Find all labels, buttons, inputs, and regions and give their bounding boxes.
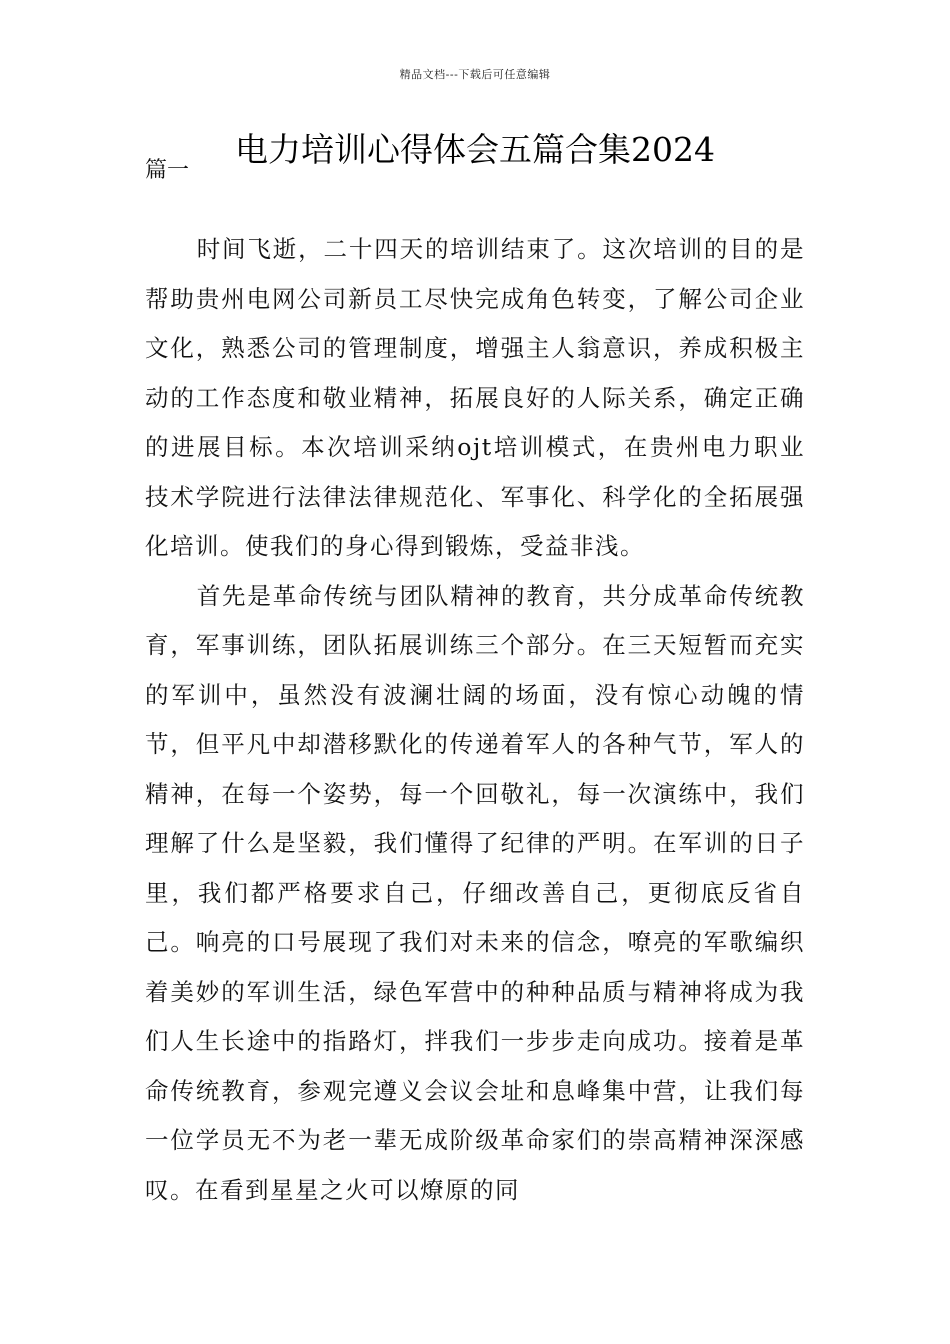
section-label: 篇一 xyxy=(145,158,190,183)
paragraph-2: 首先是革命传统与团队精神的教育，共分成革命传统教育，军事训练，团队拓展训练三个部分。在三天短暂而充实的军训中，虽然没有波澜壮阔的场面，没有惊心动魄的情节，但平凡中却潜移默化的传递着军人的各种气节，军人的精神，在每一个姿势，每一个回敬礼，每一次演练中，我们理解了什么是坚毅，我们懂得了纪律的严明。在军训的日子里，我们都严格要求自己，仔细改善自己，更彻底反省自己。响亮的口号展现了我们对未来的信念，嘹亮的军歌编织着美妙的军训生活，绿色军营中的种种品质与精神将成为我们人生长途中的指路灯，拌我们一步步走向成功。接着是革命传统教育，参观完遵义会议会址和息峰集中营，让我们每一位学员无不为老一辈无成阶级革命家们的崇高精神深深感叹。在看到星星之火可以燎原的同 xyxy=(145,581,805,1204)
paragraph-1: 时间飞逝，二十四天的培训结束了。这次培训的目的是帮助贵州电网公司新员工尽快完成角色转变，了解公司企业文化，熟悉公司的管理制度，增强主人翁意识，养成积极主动的工作态度和敬业精神，拓展良好的人际关系，确定正确的进展目标。本次培训采纳ojt培训模式，在贵州电力职业技术学院进行法律法律规范化、军事化、科学化的全拓展强化培训。使我们的身心得到锻炼，受益非浅。 xyxy=(145,235,805,560)
document-title: 电力培训心得体会五篇合集2024 xyxy=(235,130,715,169)
header-note: 精品文档---下载后可任意编辑 xyxy=(399,68,551,81)
document-body xyxy=(145,225,805,1215)
